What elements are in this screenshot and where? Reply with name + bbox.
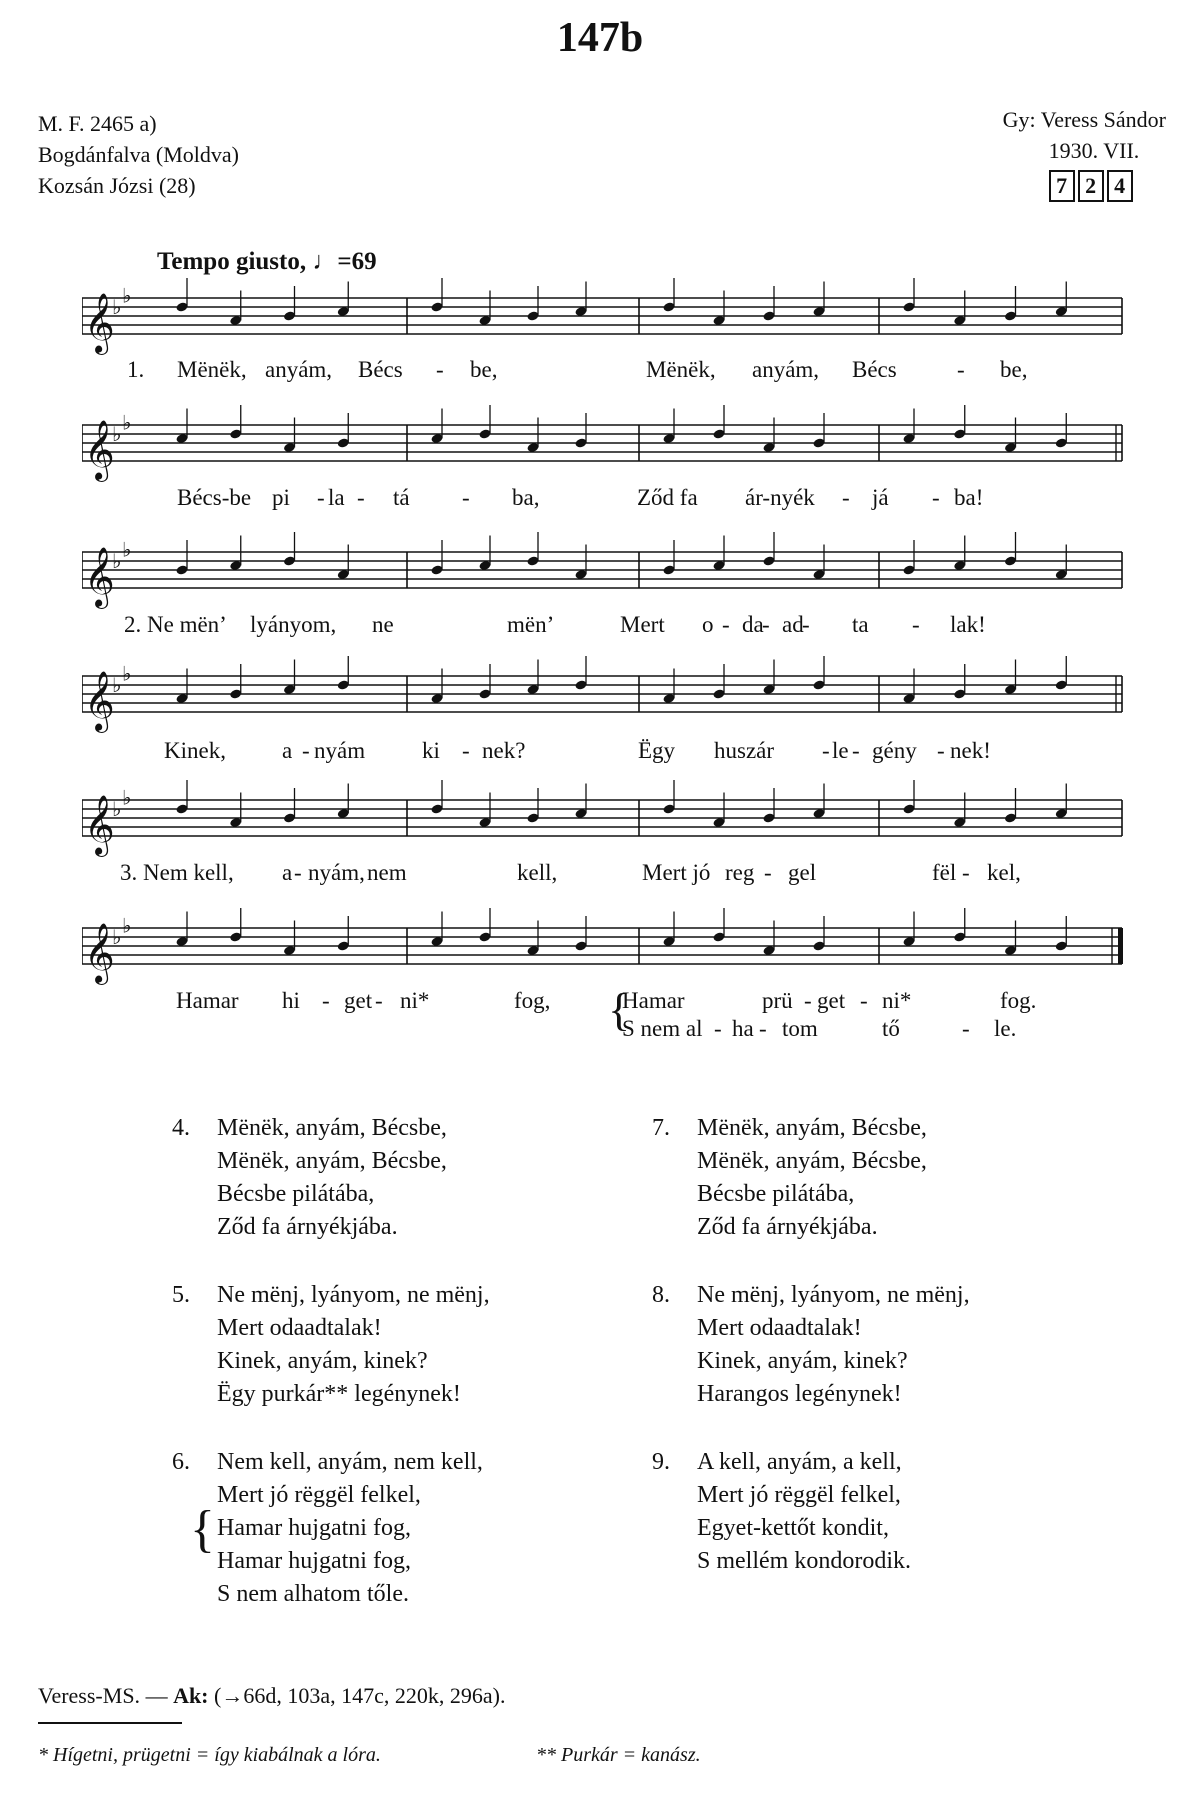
lyric-syllable: le. bbox=[994, 1016, 1017, 1041]
lyric-syllable: kel, bbox=[987, 860, 1021, 885]
flat-icon: ♭ bbox=[112, 295, 122, 319]
lyric-syllable: pi bbox=[272, 485, 290, 510]
flat-icon: ♭ bbox=[112, 797, 122, 821]
treble-clef-icon: 𝄞 bbox=[84, 923, 115, 983]
manuscript-source: Veress-MS. bbox=[38, 1683, 141, 1708]
verse-number: 6. bbox=[172, 1449, 190, 1475]
verse-line: S nem alhatom tőle. bbox=[217, 1581, 409, 1607]
staff-system-4 bbox=[82, 656, 1122, 763]
lyric-syllable: hi bbox=[282, 988, 300, 1013]
verse-number: 5. bbox=[172, 1282, 190, 1308]
lyric-syllable: - bbox=[317, 485, 325, 510]
verse-line: Kinek, anyám, kinek? bbox=[697, 1348, 908, 1374]
lyric-syllable: lak! bbox=[950, 612, 986, 637]
lyric-syllable: - bbox=[852, 738, 860, 763]
lyric-syllable: anyám, bbox=[265, 357, 333, 382]
lyric-syllable: tő bbox=[882, 1016, 900, 1041]
verse-line: A kell, anyám, a kell, bbox=[697, 1449, 902, 1475]
verse-line: Bécsbe pilátába, bbox=[697, 1181, 855, 1207]
quarter-note-icon: ♩ bbox=[312, 248, 338, 275]
verse-number: 4. bbox=[172, 1115, 190, 1141]
verse-line: Mert odaadtalak! bbox=[697, 1315, 862, 1341]
lyric-syllable: - bbox=[912, 612, 920, 637]
lyric-syllable: Hamar bbox=[176, 988, 239, 1013]
lyric-syllable: kell, bbox=[517, 860, 558, 885]
lyric-syllable: - bbox=[932, 485, 940, 510]
staff-system-3 bbox=[82, 532, 1122, 637]
class-box: 4 bbox=[1107, 170, 1133, 202]
verse-line: Ződ fa árnyékjába. bbox=[217, 1214, 398, 1240]
flat-icon: ♭ bbox=[122, 537, 132, 562]
lyric-syllable: Mert jó bbox=[642, 860, 711, 885]
singer: Kozsán Józsi (28) bbox=[38, 173, 196, 198]
lyric-syllable: prü bbox=[762, 988, 793, 1013]
tempo-value: =69 bbox=[337, 248, 377, 275]
staff-system-5 bbox=[82, 780, 1122, 885]
flat-icon: ♭ bbox=[112, 925, 122, 949]
verse-line: Harangos legénynek! bbox=[697, 1381, 902, 1407]
verse-line: Nem kell, anyám, nem kell, bbox=[217, 1449, 483, 1475]
treble-clef-icon: 𝄞 bbox=[84, 671, 115, 731]
verse-line: Mënëk, anyám, Bécsbe, bbox=[217, 1115, 447, 1141]
verse-line: Mënëk, anyám, Bécsbe, bbox=[697, 1115, 927, 1141]
verse-line: Mert odaadtalak! bbox=[217, 1315, 382, 1341]
lyric-syllable: - bbox=[375, 988, 383, 1013]
lyric-syllable: ni* bbox=[882, 988, 912, 1013]
lyric-syllable: fog, bbox=[514, 988, 551, 1013]
final-barline bbox=[1118, 928, 1123, 964]
lyric-syllable: - bbox=[822, 738, 830, 763]
verse-number: 8. bbox=[652, 1282, 670, 1308]
verse-9 bbox=[652, 1446, 911, 1578]
lyric-syllable: gény bbox=[872, 738, 917, 763]
lyric-syllable: Kinek, bbox=[164, 738, 226, 763]
lyric-syllable: - bbox=[957, 357, 965, 382]
lyric-syllable: da bbox=[742, 612, 764, 637]
lyric-syllable: S nem al bbox=[622, 1016, 703, 1041]
tempo-marking bbox=[157, 248, 377, 276]
lyric-syllable: - bbox=[804, 988, 812, 1013]
footnote-purkar: ** Purkár = kanász. bbox=[536, 1744, 701, 1766]
flat-icon: ♭ bbox=[122, 410, 132, 435]
flat-icon: ♭ bbox=[112, 673, 122, 697]
lyric-syllable: - bbox=[764, 860, 772, 885]
lyric-syllable: be, bbox=[470, 357, 498, 382]
lyric-syllable: - bbox=[462, 485, 470, 510]
lyric-syllable: - bbox=[294, 860, 302, 885]
lyric-syllable: - bbox=[962, 1016, 970, 1041]
lyric-syllable: Mënëk, bbox=[177, 357, 247, 382]
verse-line: Mënëk, anyám, Bécsbe, bbox=[697, 1148, 927, 1174]
lyric-syllable: - bbox=[302, 738, 310, 763]
verse-8 bbox=[652, 1279, 970, 1411]
lyric-syllable: - bbox=[357, 485, 365, 510]
related-variants: Veress-MS. — Ak: (→66d, 103a, 147c, 220k, 296a). bbox=[38, 1683, 506, 1708]
lyric-syllable: fël bbox=[932, 860, 957, 885]
ak-label: Ak: bbox=[173, 1683, 209, 1708]
lyric-syllable: - bbox=[860, 988, 868, 1013]
class-box: 7 bbox=[1049, 170, 1075, 202]
staff-svg bbox=[82, 780, 1126, 860]
lyric-syllable: a bbox=[282, 860, 293, 885]
verse-line: Ződ fa árnyékjába. bbox=[697, 1214, 878, 1240]
lyric-syllable: - bbox=[722, 612, 730, 637]
verse-line: Bécsbe pilátába, bbox=[217, 1181, 375, 1207]
staff-system-6 bbox=[82, 908, 1122, 1041]
lyric-syllable: - bbox=[714, 1016, 722, 1041]
lyric-syllable: ha bbox=[732, 1016, 754, 1041]
verse-6 bbox=[172, 1446, 483, 1611]
lyric-syllable: - bbox=[802, 612, 810, 637]
verse-line: Mert jó rëggël felkel, bbox=[217, 1482, 421, 1508]
lyric-syllable: get bbox=[344, 988, 373, 1013]
page-title: 147b bbox=[556, 15, 644, 61]
lyric-syllable: ár-nyék bbox=[745, 485, 815, 510]
verse-5 bbox=[172, 1279, 490, 1411]
classification-boxes bbox=[1003, 170, 1166, 202]
lyric-syllable: - bbox=[842, 485, 850, 510]
treble-clef-icon: 𝄞 bbox=[84, 420, 115, 480]
staff-system-1 bbox=[82, 278, 1122, 382]
ak-references: (→66d, 103a, 147c, 220k, 296a). bbox=[214, 1683, 506, 1708]
lyric-syllable: nek? bbox=[482, 738, 526, 763]
lyric-syllable: lyányom, bbox=[250, 612, 337, 637]
treble-clef-icon: 𝄞 bbox=[84, 547, 115, 607]
lyric-syllable: le bbox=[832, 738, 849, 763]
flat-icon: ♭ bbox=[122, 283, 132, 308]
collector: Gy: Veress Sándor bbox=[1002, 107, 1166, 132]
lyric-syllable: Ëgy bbox=[638, 738, 676, 763]
footnote-higetni: * Hígetni, prügetni = így kiabálnak a lóra. bbox=[38, 1744, 381, 1766]
brace-icon: { bbox=[190, 1501, 215, 1558]
village: Bogdánfalva (Moldva) bbox=[38, 142, 239, 167]
verse-line: Mënëk, anyám, Bécsbe, bbox=[217, 1148, 447, 1174]
verse-number: 7. bbox=[652, 1115, 670, 1141]
staff-svg bbox=[82, 405, 1126, 485]
flat-icon: ♭ bbox=[122, 661, 132, 686]
lyric-syllable: Bécs bbox=[358, 357, 403, 382]
verse-7 bbox=[652, 1112, 927, 1244]
verse-line: Hamar hujgatni fog, bbox=[217, 1515, 411, 1541]
brace-icon: { bbox=[608, 984, 631, 1035]
lyric-syllable: anyám, bbox=[752, 357, 820, 382]
verse-4 bbox=[172, 1112, 447, 1244]
verse-line: Kinek, anyám, kinek? bbox=[217, 1348, 428, 1374]
lyric-syllable: ni* bbox=[400, 988, 430, 1013]
verse-line: Mert jó rëggël felkel, bbox=[697, 1482, 901, 1508]
treble-clef-icon: 𝄞 bbox=[84, 795, 115, 855]
lyric-syllable: nyám bbox=[314, 738, 366, 763]
treble-clef-icon: 𝄞 bbox=[84, 293, 115, 353]
lyric-syllable: be, bbox=[1000, 357, 1028, 382]
lyric-syllable: 1. bbox=[127, 357, 145, 382]
lyric-syllable: Bécs bbox=[852, 357, 897, 382]
lyric-syllable: nem bbox=[367, 860, 407, 885]
lyric-syllable: Mënëk, bbox=[646, 357, 716, 382]
verse-line: Hamar hujgatni fog, bbox=[217, 1548, 411, 1574]
lyric-syllable: Ződ fa bbox=[637, 485, 698, 510]
collector-info bbox=[1003, 104, 1166, 202]
lyric-syllable: la bbox=[328, 485, 345, 510]
lyric-syllable: ba, bbox=[512, 485, 540, 510]
lyric-syllable: - bbox=[322, 988, 330, 1013]
lyric-syllable: a bbox=[282, 738, 293, 763]
lyric-syllable: ta bbox=[852, 612, 869, 637]
class-box: 2 bbox=[1078, 170, 1104, 202]
lyric-syllable: 3. Nem kell, bbox=[120, 860, 234, 885]
lyric-syllable: - bbox=[762, 612, 770, 637]
lyric-syllable: Mert bbox=[620, 612, 665, 637]
lyric-syllable: ki bbox=[422, 738, 440, 763]
lyric-syllable: huszár bbox=[714, 738, 775, 763]
lyric-syllable: - bbox=[462, 738, 470, 763]
lyric-syllable: - bbox=[937, 738, 945, 763]
flat-icon: ♭ bbox=[112, 422, 122, 446]
lyric-syllable: - bbox=[962, 860, 970, 885]
lyric-syllable: tá bbox=[393, 485, 410, 510]
lyric-syllable: gel bbox=[788, 860, 817, 885]
flat-icon: ♭ bbox=[122, 785, 132, 810]
lyric-syllable: 2. Ne mën’ bbox=[124, 612, 227, 637]
verse-line: Ne mënj, lyányom, ne mënj, bbox=[697, 1282, 970, 1308]
verse-line: Egyet-kettőt kondit, bbox=[697, 1515, 889, 1541]
lyric-syllable: o bbox=[702, 612, 714, 637]
lyric-syllable: ne bbox=[372, 612, 394, 637]
lyric-syllable: Bécs-be bbox=[177, 485, 252, 510]
lyric-syllable: ad bbox=[782, 612, 804, 637]
lyric-syllable: nek! bbox=[950, 738, 991, 763]
flat-icon: ♭ bbox=[122, 913, 132, 938]
archive-number: M. F. 2465 a) bbox=[38, 111, 157, 136]
lyric-syllable: - bbox=[759, 1016, 767, 1041]
lyric-syllable: Hamar bbox=[622, 988, 685, 1013]
source-info bbox=[38, 108, 239, 201]
lyric-syllable: fog. bbox=[1000, 988, 1037, 1013]
verse-line: Ëgy purkár** legénynek! bbox=[217, 1381, 461, 1407]
lyric-syllable: ba! bbox=[954, 485, 984, 510]
verse-line: Ne mënj, lyányom, ne mënj, bbox=[217, 1282, 490, 1308]
lyric-syllable: já bbox=[872, 485, 889, 510]
lyric-syllable: get bbox=[817, 988, 846, 1013]
lyric-syllable: mën’ bbox=[507, 612, 555, 637]
staff-svg bbox=[82, 656, 1126, 736]
staff-svg bbox=[82, 278, 1126, 358]
lyric-syllable: reg bbox=[725, 860, 755, 885]
staff-svg bbox=[82, 908, 1126, 988]
tempo-text: Tempo giusto, bbox=[157, 248, 307, 275]
footnote-divider bbox=[38, 1722, 182, 1724]
flat-icon: ♭ bbox=[112, 549, 122, 573]
lyric-syllable: nyám, bbox=[308, 860, 365, 885]
lyric-syllable: tom bbox=[782, 1016, 818, 1041]
lyric-syllable: - bbox=[436, 357, 444, 382]
verse-line: S mellém kondorodik. bbox=[697, 1548, 911, 1574]
verse-number: 9. bbox=[652, 1449, 670, 1475]
collection-date: 1930. VII. bbox=[1048, 138, 1140, 163]
staff-svg bbox=[82, 532, 1126, 612]
staff-system-2 bbox=[82, 405, 1122, 510]
